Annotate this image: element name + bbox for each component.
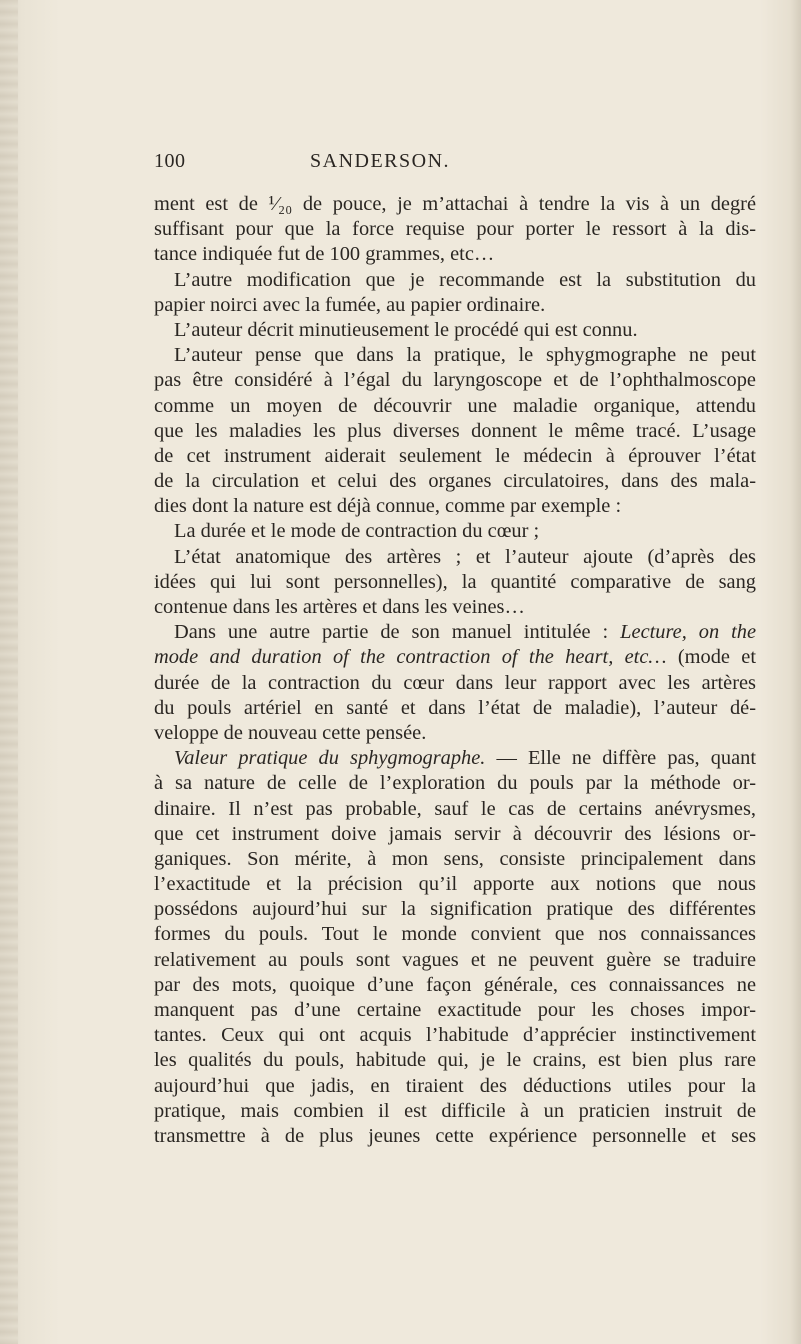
italic-title: Valeur pratique du sphygmographe. xyxy=(174,747,486,770)
text-line: tance indiquée fut de 100 grammes, etc… xyxy=(154,243,495,266)
text-line: comme un moyen de découvrir une maladie organique, attendu xyxy=(154,394,756,417)
text-line: formes du pouls. Tout le monde convient que nos connaissances xyxy=(154,923,756,946)
text-line: aujourd’hui que jadis, en tiraient des déductions utiles pour la xyxy=(154,1074,756,1097)
text-line: ganiques. Son mérite, à mon sens, consiste principalement dans xyxy=(154,847,756,870)
text-line: Dans une autre partie de son manuel intitulée : Lecture, on the xyxy=(174,621,757,644)
text-line: dies dont la nature est déjà connue, comme par exemple : xyxy=(154,495,622,518)
text-line: que cet instrument doive jamais servir à découvrir des lésions or- xyxy=(154,822,756,845)
text-line: possédons aujourd’hui sur la signification pratique des différentes xyxy=(154,898,756,921)
text-line: ment est de ¹⁄₂₀ de pouce, je m’attachai à tendre la vis à un degré xyxy=(154,193,756,215)
text-line: contenue dans les artères et dans les veines… xyxy=(154,596,525,618)
text-line: L’auteur pense que dans la pratique, le sphygmographe ne peut xyxy=(174,344,756,367)
text-line: que les maladies les plus diverses donnent le même tracé. L’usage xyxy=(154,419,756,442)
text-line: l’exactitude et la précision qu’il apporte aux notions que nous xyxy=(154,873,756,896)
running-head: SANDERSON. xyxy=(310,150,451,172)
text-line: pratique, mais combien il est difficile à un praticien instruit de xyxy=(154,1099,756,1122)
text-line: veloppe de nouveau cette pensée. xyxy=(154,721,427,744)
text-line: les qualités du pouls, habitude qui, je le crains, est bien plus rare xyxy=(154,1049,756,1072)
text-line: relativement au pouls sont vagues et ne peuvent guère se traduire xyxy=(154,948,756,971)
text-line: du pouls artériel en santé et dans l’état de maladie), l’auteur dé- xyxy=(154,696,756,719)
text-line: suffisant pour que la force requise pour porter le ressort à la dis- xyxy=(154,218,756,241)
text-line: idées qui lui sont personnelles), la quantité comparative de sang xyxy=(154,570,756,593)
text-line: transmettre à de plus jeunes cette expérience personnelle et ses xyxy=(154,1124,756,1147)
text-line: L’auteur décrit minutieusement le procédé qui est connu. xyxy=(174,318,638,341)
text-line: tantes. Ceux qui ont acquis l’habitude d’apprécier instinctivement xyxy=(154,1024,756,1047)
text-line: durée de la contraction du cœur dans leur rapport avec les artères xyxy=(154,671,756,694)
body-text xyxy=(154,192,756,1149)
page-header xyxy=(154,150,754,180)
text-line: manquent pas d’une certaine exactitude pour les choses impor- xyxy=(154,999,756,1021)
page-gutter-shadow xyxy=(0,0,18,1344)
text-line: de cet instrument aiderait seulement le médecin à éprouver l’état xyxy=(154,444,756,467)
italic-title: mode and duration of the contraction of the heart, etc… xyxy=(154,646,667,669)
text-line: pas être considéré à l’égal du laryngoscope et de l’ophthalmoscope xyxy=(154,369,756,392)
text-line: L’état anatomique des artères ; et l’auteur ajoute (d’après des xyxy=(174,545,756,568)
text-line: La durée et le mode de contraction du cœur ; xyxy=(174,520,540,543)
text-line: mode and duration of the contraction of the heart, etc… (mode et xyxy=(154,646,756,669)
text-line: L’autre modification que je recommande est la substitution du xyxy=(174,268,756,291)
text-line: dinaire. Il n’est pas probable, sauf le cas de certains anévrysmes, xyxy=(154,797,756,820)
text-line: à sa nature de celle de l’exploration du pouls par la méthode or- xyxy=(154,772,756,795)
text-line: par des mots, quoique d’une façon générale, ces connaissances ne xyxy=(154,973,756,996)
page-number: 100 xyxy=(154,150,186,172)
text-line: Valeur pratique du sphygmographe. — Elle ne diffère pas, quant xyxy=(174,747,757,770)
italic-title: Lecture, on the xyxy=(620,621,757,644)
text-line: de la circulation et celui des organes circulatoires, dans des mala- xyxy=(154,470,756,493)
text-line: papier noirci avec la fumée, au papier ordinaire. xyxy=(154,293,546,316)
